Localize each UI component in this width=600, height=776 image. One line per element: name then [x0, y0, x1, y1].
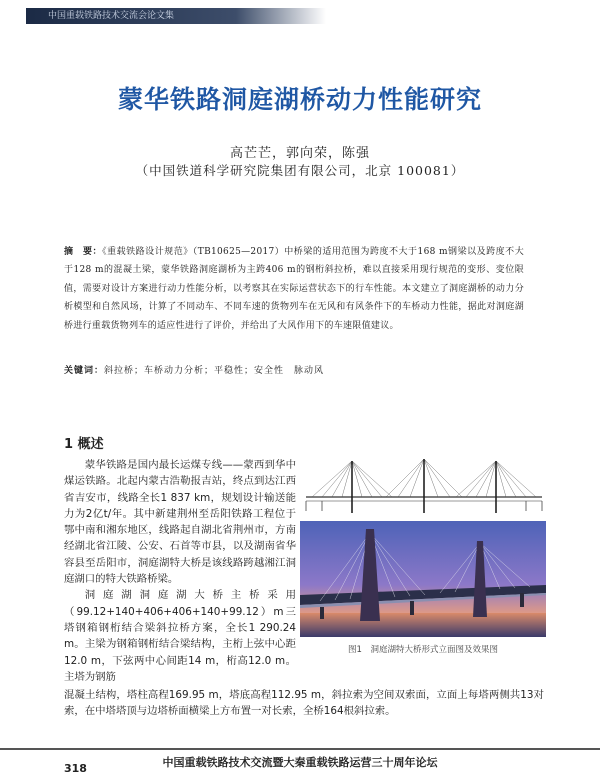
body-paragraph: 混凝土结构，塔柱高程169.95 m，塔底高程112.95 m，斜拉索为空间双索面，立面上每塔两侧共13对索，在中塔塔顶与边塔桥面横梁上方布置一对长索，全桥164根斜拉索。 — [64, 689, 544, 718]
bridge-rendering-image — [300, 521, 546, 637]
abstract — [64, 243, 524, 335]
paper-authors: 高芒芒，郭向荣，陈强 — [229, 146, 370, 161]
section-heading: 1 概述 — [64, 437, 104, 452]
abstract-text: 《重载铁路设计规范》（TB10625—2017）中桥梁的适用范围为跨度不大于168 m钢梁以及跨度不大于128 m的混凝土梁，蒙华铁路洞庭湖桥为主跨406 m的钢桁斜拉桥，难以直接采用现行规范的变形、变位限值，需要对设计方案进行动力性能分析，以考察其在实际运营状态下的行车性能。本文建立了洞庭湖桥的动力分析模型和自然风场，计算了不同动车、不同车速的货物列车在无风和有风条件下的车桥动力性能，据此对洞庭湖桥进行重载货物列车的适应性进行了评价，并给出了大风作用下的车速限值建议。 — [64, 247, 524, 331]
body-paragraph: 洞庭湖洞庭湖大桥主桥采用（99.12+140+406+406+140+99.12）m三塔钢箱钢桁结合梁斜拉桥方案，全长1 290.24 m。主梁为钢箱钢桁结合梁结构，主桁上弦中心距12.0 m，下弦两中心间距14 m，桁高12.0 m。主塔为钢筋 — [64, 589, 296, 683]
footer-divider — [0, 748, 600, 750]
paper-affiliation: （中国铁道科学研究院集团有限公司，北京 100081） — [135, 163, 465, 178]
body-full-width — [64, 687, 544, 720]
page-number: 318 — [64, 762, 87, 775]
body-column — [64, 457, 296, 685]
running-footer: 中国重载铁路技术交流暨大秦重载铁路运营三十周年论坛 — [162, 756, 438, 769]
figure-caption: 图1 洞庭湖特大桥形式立面图及效果图 — [348, 645, 498, 655]
keywords-text: 斜拉桥；车桥动力分析；平稳性；安全性 脉动风 — [104, 366, 325, 376]
bridge-elevation-drawing — [302, 457, 546, 517]
body-paragraph: 蒙华铁路是国内最长运煤专线——蒙西到华中煤运铁路。北起内蒙古浩勒报吉站，终点到达江西省吉安市，线路全长1 837 km，规划设计输送能力为2亿t/年。其中新建荆州至岳阳铁路工程位于鄂中南和湘东地区，线路起自湖北省荆州市，方南经湖北省江陵、公安、石首等市县，以及湖南省华容县至岳阳市，洞庭湖特大桥是该线路跨越湘江洞庭湖口的特大铁路桥梁。 — [64, 459, 296, 586]
keywords — [64, 363, 524, 376]
running-header: 中国重载铁路技术交流会论文集 — [26, 8, 326, 24]
abstract-label: 摘 要： — [64, 247, 103, 257]
paper-title: 蒙华铁路洞庭湖桥动力性能研究 — [117, 85, 482, 114]
keywords-label: 关键词： — [64, 366, 105, 376]
